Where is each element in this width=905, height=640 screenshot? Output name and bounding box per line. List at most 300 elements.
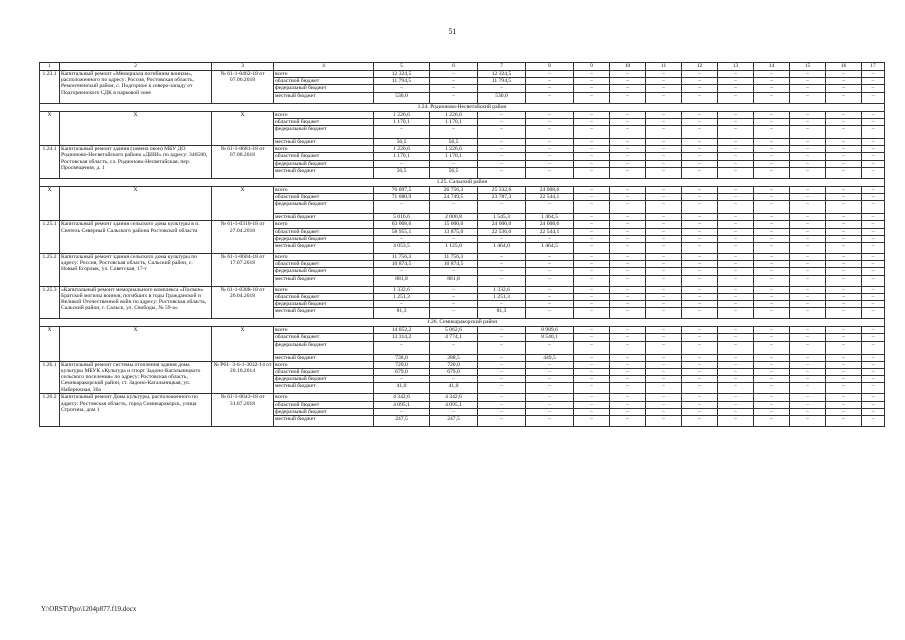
empty-amount-cell: – <box>718 254 754 261</box>
empty-amount-cell: – <box>682 153 718 160</box>
section-title: 1.24. Родионово-Несветайский район <box>40 103 885 111</box>
empty-amount-cell: – <box>718 126 754 139</box>
empty-amount-cell: – <box>862 221 885 228</box>
empty-amount-cell: – <box>826 146 862 153</box>
amount-cell: 26 756,3 <box>430 186 478 193</box>
empty-amount-cell: – <box>574 160 610 167</box>
empty-amount-cell: – <box>790 261 826 268</box>
empty-amount-cell: – <box>610 354 646 361</box>
empty-amount-cell: – <box>646 201 682 214</box>
amount-cell: – <box>526 286 574 293</box>
empty-amount-cell: – <box>754 275 790 286</box>
empty-amount-cell: – <box>610 369 646 376</box>
empty-amount-cell: – <box>826 401 862 408</box>
amount-cell: – <box>430 78 478 85</box>
amount-cell: – <box>526 254 574 261</box>
empty-amount-cell: – <box>826 92 862 103</box>
funding-source-label: федеральный бюджет <box>274 341 374 354</box>
empty-amount-cell: – <box>754 85 790 92</box>
amount-cell: – <box>526 394 574 401</box>
object-description: «Капитальный ремонт мемориального комплекса «Посвон» Братской могилы воинов, погибших в годы Гражданской и Великой Отечественной войн по адресу: Ростовская область, Сальский район, г. Сальск, ул. Свободы, № 59-а» <box>60 286 212 319</box>
empty-amount-cell: – <box>862 408 885 415</box>
amount-cell: 23 787,3 <box>478 194 526 201</box>
empty-amount-cell: – <box>610 243 646 254</box>
funding-source-label: федеральный бюджет <box>274 85 374 92</box>
amount-cell: 10 874,5 <box>430 261 478 268</box>
empty-amount-cell: – <box>862 228 885 235</box>
empty-amount-cell: – <box>718 268 754 275</box>
amount-cell: – <box>478 146 526 153</box>
amount-cell: 56,5 <box>430 167 478 178</box>
amount-cell: – <box>478 394 526 401</box>
empty-amount-cell: – <box>718 327 754 334</box>
empty-amount-cell: – <box>718 301 754 308</box>
empty-amount-cell: – <box>610 92 646 103</box>
empty-amount-cell: – <box>790 308 826 319</box>
object-description: Капитальный ремонт системы отопления здания дома культуры МБУК «Культура и спорт Задоно-Кагальницкого сельского поселения» по адресу: Ростовская область, Семикаракорский район, ст. Задоно-Кагальницкая, ул. Набережная, 36а <box>60 361 212 394</box>
empty-amount-cell: – <box>610 254 646 261</box>
empty-amount-cell: – <box>790 139 826 146</box>
empty-amount-cell: – <box>682 327 718 334</box>
empty-amount-cell: – <box>574 261 610 268</box>
empty-amount-cell: – <box>754 160 790 167</box>
empty-amount-cell: – <box>646 118 682 125</box>
empty-amount-cell: – <box>574 394 610 401</box>
empty-amount-cell: – <box>754 361 790 368</box>
empty-amount-cell: – <box>682 308 718 319</box>
amount-cell: 247,5 <box>374 416 430 427</box>
table-row <box>40 327 885 334</box>
amount-cell: – <box>526 78 574 85</box>
amount-cell: – <box>526 268 574 275</box>
empty-amount-cell: – <box>682 293 718 300</box>
empty-amount-cell: – <box>754 78 790 85</box>
amount-cell: – <box>430 301 478 308</box>
object-description: Капитальный ремонт здания сельского дома культуры по адресу: Россия, Ростовская область, Сальский район, с. Новый Егорлык, ул. Советская, 17-г <box>60 254 212 287</box>
amount-cell: 1 251,3 <box>478 293 526 300</box>
empty-amount-cell: – <box>682 167 718 178</box>
empty-amount-cell: – <box>826 71 862 78</box>
table-row <box>40 254 885 261</box>
amount-cell: – <box>526 341 574 354</box>
empty-amount-cell: – <box>718 376 754 383</box>
empty-amount-cell: – <box>790 160 826 167</box>
amount-cell: – <box>430 376 478 383</box>
empty-amount-cell: – <box>754 401 790 408</box>
empty-amount-cell: – <box>718 383 754 394</box>
amount-cell: 1 170,1 <box>374 118 430 125</box>
empty-amount-cell: – <box>646 235 682 242</box>
empty-amount-cell: – <box>826 268 862 275</box>
empty-amount-cell: – <box>610 160 646 167</box>
empty-amount-cell: – <box>754 254 790 261</box>
row-number: 1.25.1 <box>40 221 60 254</box>
empty-amount-cell: – <box>790 293 826 300</box>
empty-amount-cell: – <box>790 153 826 160</box>
empty-amount-cell: – <box>682 376 718 383</box>
amount-cell: – <box>478 85 526 92</box>
empty-amount-cell: – <box>826 118 862 125</box>
empty-amount-cell: – <box>826 308 862 319</box>
empty-amount-cell: – <box>790 334 826 341</box>
amount-cell: 1 464,5 <box>526 214 574 221</box>
empty-amount-cell: – <box>718 221 754 228</box>
empty-amount-cell: – <box>862 111 885 118</box>
amount-cell: 1 226,6 <box>374 146 430 153</box>
amount-cell: 11 756,3 <box>374 254 430 261</box>
empty-amount-cell: – <box>574 408 610 415</box>
amount-cell: 2 006,8 <box>430 214 478 221</box>
amount-cell: – <box>430 126 478 139</box>
empty-amount-cell: – <box>682 275 718 286</box>
amount-cell: – <box>478 327 526 334</box>
amount-cell: – <box>526 92 574 103</box>
empty-amount-cell: – <box>862 194 885 201</box>
amount-cell: 288,5 <box>430 354 478 361</box>
empty-amount-cell: – <box>646 167 682 178</box>
expert-opinion-number: X <box>212 327 274 362</box>
amount-cell: 4 342,6 <box>430 394 478 401</box>
funding-source-label: всего <box>274 361 374 368</box>
column-number-row <box>40 63 885 71</box>
amount-cell: 41,0 <box>430 383 478 394</box>
amount-cell: – <box>478 341 526 354</box>
row-number: 1.25.2 <box>40 254 60 287</box>
row-number: 1.24.1 <box>40 146 60 179</box>
amount-cell: – <box>526 376 574 383</box>
amount-cell: – <box>430 235 478 242</box>
amount-cell: 881,8 <box>374 275 430 286</box>
empty-amount-cell: – <box>826 376 862 383</box>
empty-amount-cell: – <box>574 327 610 334</box>
empty-amount-cell: – <box>754 221 790 228</box>
empty-amount-cell: – <box>718 408 754 415</box>
empty-amount-cell: – <box>754 118 790 125</box>
empty-amount-cell: – <box>790 126 826 139</box>
funding-source-label: всего <box>274 394 374 401</box>
amount-cell: 530,0 <box>374 92 430 103</box>
empty-amount-cell: – <box>754 354 790 361</box>
amount-cell: – <box>526 416 574 427</box>
amount-cell: – <box>526 118 574 125</box>
funding-source-label: местный бюджет <box>274 416 374 427</box>
row-number: X <box>40 111 60 146</box>
empty-amount-cell: – <box>790 301 826 308</box>
empty-amount-cell: – <box>682 394 718 401</box>
empty-amount-cell: – <box>754 394 790 401</box>
empty-amount-cell: – <box>718 416 754 427</box>
amount-cell: – <box>526 201 574 214</box>
row-number: X <box>40 186 60 221</box>
amount-cell: – <box>374 85 430 92</box>
empty-amount-cell: – <box>718 139 754 146</box>
empty-amount-cell: – <box>682 369 718 376</box>
empty-amount-cell: – <box>646 268 682 275</box>
empty-amount-cell: – <box>826 221 862 228</box>
empty-amount-cell: – <box>610 361 646 368</box>
amount-cell: 56,5 <box>374 139 430 146</box>
funding-source-label: всего <box>274 327 374 334</box>
empty-amount-cell: – <box>574 221 610 228</box>
amount-cell: – <box>526 383 574 394</box>
amount-cell: – <box>478 354 526 361</box>
empty-amount-cell: – <box>754 153 790 160</box>
empty-amount-cell: – <box>574 139 610 146</box>
empty-amount-cell: – <box>718 286 754 293</box>
amount-cell: 12 324,5 <box>478 71 526 78</box>
empty-amount-cell: – <box>790 214 826 221</box>
empty-amount-cell: – <box>790 167 826 178</box>
table-row <box>40 71 885 78</box>
empty-amount-cell: – <box>718 243 754 254</box>
expert-opinion-number: № Р61- 3-6-1-3032-14 от 20.10.2014 <box>212 361 274 394</box>
empty-amount-cell: – <box>646 394 682 401</box>
amount-cell: 56,5 <box>430 139 478 146</box>
empty-amount-cell: – <box>646 160 682 167</box>
table-row <box>40 146 885 153</box>
empty-amount-cell: – <box>718 369 754 376</box>
funding-source-label: всего <box>274 146 374 153</box>
amount-cell: 13 314,2 <box>374 334 430 341</box>
empty-amount-cell: – <box>574 126 610 139</box>
amount-cell: – <box>430 160 478 167</box>
empty-amount-cell: – <box>862 369 885 376</box>
empty-amount-cell: – <box>826 293 862 300</box>
empty-amount-cell: – <box>610 383 646 394</box>
empty-amount-cell: – <box>862 341 885 354</box>
amount-cell: – <box>526 235 574 242</box>
empty-amount-cell: – <box>790 408 826 415</box>
amount-cell: 247,5 <box>430 416 478 427</box>
empty-amount-cell: – <box>826 261 862 268</box>
empty-amount-cell: – <box>610 139 646 146</box>
empty-amount-cell: – <box>862 160 885 167</box>
empty-amount-cell: – <box>574 354 610 361</box>
object-description: X <box>60 327 212 362</box>
empty-amount-cell: – <box>718 186 754 193</box>
empty-amount-cell: – <box>754 186 790 193</box>
empty-amount-cell: – <box>862 334 885 341</box>
empty-amount-cell: – <box>862 327 885 334</box>
empty-amount-cell: – <box>826 235 862 242</box>
empty-amount-cell: – <box>790 327 826 334</box>
footer-file-path: Y:\ORST\Ppo\1204p877.f19.docx <box>41 605 137 613</box>
empty-amount-cell: – <box>826 186 862 193</box>
empty-amount-cell: – <box>682 301 718 308</box>
amount-cell: – <box>430 341 478 354</box>
empty-amount-cell: – <box>790 275 826 286</box>
empty-amount-cell: – <box>754 308 790 319</box>
amount-cell: 22 544,1 <box>526 194 574 201</box>
empty-amount-cell: – <box>574 146 610 153</box>
row-number: 1.26.1 <box>40 361 60 394</box>
empty-amount-cell: – <box>718 214 754 221</box>
empty-amount-cell: – <box>610 201 646 214</box>
amount-cell: – <box>526 361 574 368</box>
funding-source-label: местный бюджет <box>274 167 374 178</box>
amount-cell: – <box>478 376 526 383</box>
empty-amount-cell: – <box>826 327 862 334</box>
empty-amount-cell: – <box>574 301 610 308</box>
empty-amount-cell: – <box>682 401 718 408</box>
table-row <box>40 111 885 118</box>
empty-amount-cell: – <box>718 334 754 341</box>
empty-amount-cell: – <box>826 126 862 139</box>
section-header-row <box>40 178 885 186</box>
empty-amount-cell: – <box>574 194 610 201</box>
column-number-15: 15 <box>790 63 826 71</box>
empty-amount-cell: – <box>682 354 718 361</box>
empty-amount-cell: – <box>862 153 885 160</box>
amount-cell: 720,0 <box>374 361 430 368</box>
funding-source-label: местный бюджет <box>274 243 374 254</box>
amount-cell: 56,5 <box>374 167 430 178</box>
amount-cell: 41,0 <box>374 383 430 394</box>
empty-amount-cell: – <box>682 228 718 235</box>
empty-amount-cell: – <box>610 167 646 178</box>
empty-amount-cell: – <box>790 354 826 361</box>
amount-cell: – <box>526 408 574 415</box>
empty-amount-cell: – <box>790 85 826 92</box>
object-description: Капитальный ремонт Дома культуры, расположенного по адресу: Ростовская область, город Семикаракорск, улица Строгина, дом 1 <box>60 394 212 427</box>
empty-amount-cell: – <box>862 118 885 125</box>
empty-amount-cell: – <box>574 243 610 254</box>
expert-opinion-number: № 61-1-0604-18 от 17.07.2018 <box>212 254 274 287</box>
column-number-3: 3 <box>212 63 274 71</box>
empty-amount-cell: – <box>574 201 610 214</box>
empty-amount-cell: – <box>718 341 754 354</box>
empty-amount-cell: – <box>610 118 646 125</box>
empty-amount-cell: – <box>646 153 682 160</box>
amount-cell: – <box>374 126 430 139</box>
empty-amount-cell: – <box>682 71 718 78</box>
empty-amount-cell: – <box>610 334 646 341</box>
empty-amount-cell: – <box>790 341 826 354</box>
empty-amount-cell: – <box>574 153 610 160</box>
amount-cell: 1 464,5 <box>526 243 574 254</box>
empty-amount-cell: – <box>790 146 826 153</box>
amount-cell: – <box>526 293 574 300</box>
empty-amount-cell: – <box>718 293 754 300</box>
empty-amount-cell: – <box>646 354 682 361</box>
empty-amount-cell: – <box>826 228 862 235</box>
empty-amount-cell: – <box>574 369 610 376</box>
empty-amount-cell: – <box>646 401 682 408</box>
empty-amount-cell: – <box>826 214 862 221</box>
empty-amount-cell: – <box>574 286 610 293</box>
empty-amount-cell: – <box>610 301 646 308</box>
empty-amount-cell: – <box>646 243 682 254</box>
expert-opinion-number: № 61-1-0643-18 от 31.07.2018 <box>212 394 274 427</box>
empty-amount-cell: – <box>790 201 826 214</box>
empty-amount-cell: – <box>790 186 826 193</box>
amount-cell: 4 342,6 <box>374 394 430 401</box>
empty-amount-cell: – <box>646 221 682 228</box>
funding-source-label: областной бюджет <box>274 153 374 160</box>
amount-cell: 12 324,5 <box>374 71 430 78</box>
table-row <box>40 286 885 293</box>
funding-source-label: всего <box>274 221 374 228</box>
amount-cell: – <box>430 85 478 92</box>
amount-cell: 14 052,2 <box>374 327 430 334</box>
amount-cell: 1 170,1 <box>374 153 430 160</box>
funding-source-label: всего <box>274 71 374 78</box>
funding-source-label: федеральный бюджет <box>274 268 374 275</box>
amount-cell: – <box>374 160 430 167</box>
amount-cell: – <box>526 126 574 139</box>
empty-amount-cell: – <box>862 286 885 293</box>
funding-source-label: областной бюджет <box>274 369 374 376</box>
empty-amount-cell: – <box>574 111 610 118</box>
empty-amount-cell: – <box>862 146 885 153</box>
empty-amount-cell: – <box>646 214 682 221</box>
amount-cell: 24 008,6 <box>526 186 574 193</box>
amount-cell: 1 226,6 <box>430 111 478 118</box>
empty-amount-cell: – <box>862 268 885 275</box>
amount-cell: – <box>526 139 574 146</box>
empty-amount-cell: – <box>646 416 682 427</box>
amount-cell: 10 874,5 <box>374 261 430 268</box>
expert-opinion-number: X <box>212 186 274 221</box>
funding-source-label: областной бюджет <box>274 194 374 201</box>
amount-cell: – <box>526 301 574 308</box>
amount-cell: – <box>430 408 478 415</box>
empty-amount-cell: – <box>610 146 646 153</box>
empty-amount-cell: – <box>790 221 826 228</box>
empty-amount-cell: – <box>610 186 646 193</box>
empty-amount-cell: – <box>862 201 885 214</box>
column-number-11: 11 <box>646 63 682 71</box>
empty-amount-cell: – <box>790 254 826 261</box>
amount-cell: – <box>526 111 574 118</box>
empty-amount-cell: – <box>574 85 610 92</box>
empty-amount-cell: – <box>862 71 885 78</box>
empty-amount-cell: – <box>826 361 862 368</box>
empty-amount-cell: – <box>718 354 754 361</box>
empty-amount-cell: – <box>862 254 885 261</box>
funding-source-label: областной бюджет <box>274 78 374 85</box>
amount-cell: – <box>478 139 526 146</box>
empty-amount-cell: – <box>826 153 862 160</box>
empty-amount-cell: – <box>754 92 790 103</box>
funding-source-label: областной бюджет <box>274 293 374 300</box>
empty-amount-cell: – <box>862 243 885 254</box>
object-description: X <box>60 186 212 221</box>
amount-cell: – <box>478 201 526 214</box>
amount-cell: 1 125,0 <box>430 243 478 254</box>
section-title: 1.25. Сальский район <box>40 178 885 186</box>
empty-amount-cell: – <box>826 111 862 118</box>
empty-amount-cell: – <box>754 167 790 178</box>
amount-cell: – <box>526 275 574 286</box>
empty-amount-cell: – <box>682 341 718 354</box>
empty-amount-cell: – <box>682 235 718 242</box>
empty-amount-cell: – <box>646 186 682 193</box>
funding-source-label: федеральный бюджет <box>274 126 374 139</box>
empty-amount-cell: – <box>610 214 646 221</box>
empty-amount-cell: – <box>682 186 718 193</box>
empty-amount-cell: – <box>754 341 790 354</box>
column-number-9: 9 <box>574 63 610 71</box>
empty-amount-cell: – <box>754 286 790 293</box>
amount-cell: – <box>526 369 574 376</box>
empty-amount-cell: – <box>754 111 790 118</box>
empty-amount-cell: – <box>862 383 885 394</box>
amount-cell: – <box>478 408 526 415</box>
empty-amount-cell: – <box>826 354 862 361</box>
amount-cell: 81,3 <box>374 308 430 319</box>
empty-amount-cell: – <box>646 308 682 319</box>
